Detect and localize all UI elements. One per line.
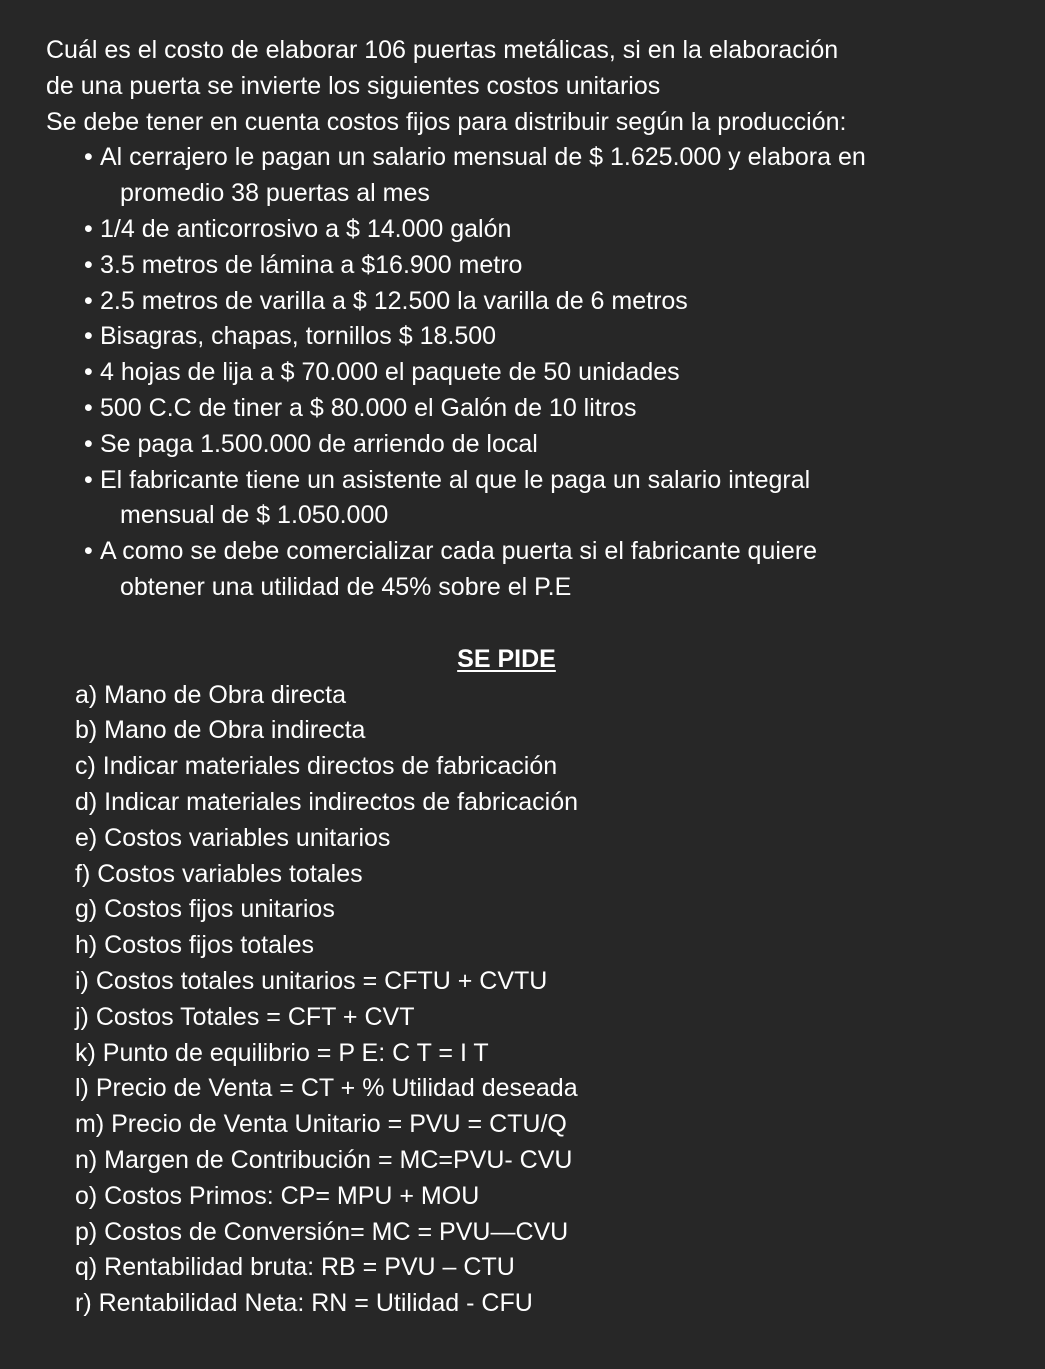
list-item: o) Costos Primos: CP= MPU + MOU — [75, 1181, 480, 1210]
bullet-icon: • — [84, 143, 93, 172]
intro-line-1: Cuál es el costo de elaborar 106 puertas metálicas, si en la elaboración — [46, 36, 839, 64]
bullet-item — [84, 534, 1005, 606]
bullet-item — [84, 319, 1005, 355]
list-item: f) Costos variables totales — [75, 859, 363, 888]
bullet-text: 1/4 de anticorrosivo a $ 14.000 galón — [100, 214, 512, 243]
list-item: m) Precio de Venta Unitario = PVU = CTU/Q — [75, 1110, 567, 1139]
bullet-text: Se paga 1.500.000 de arriendo de local — [100, 429, 538, 458]
bullet-icon: • — [84, 286, 93, 315]
bullet-text: 3.5 metros de lámina a $16.900 metro — [100, 250, 523, 279]
list-item: l) Precio de Venta = CT + % Utilidad deseada — [75, 1074, 578, 1103]
bullet-text: A como se debe comercializar cada puerta si el fabricante quiere — [100, 537, 818, 566]
list-item: k) Punto de equilibrio = P E: C T = I T — [75, 1038, 489, 1067]
bullet-item — [84, 391, 1005, 427]
list-item: c) Indicar materiales directos de fabricación — [75, 752, 558, 781]
list-item: g) Costos fijos unitarios — [75, 895, 335, 924]
list-item: e) Costos variables unitarios — [75, 823, 391, 852]
bullet-item — [84, 427, 1005, 463]
bullet-icon: • — [84, 393, 93, 422]
bullet-item — [84, 248, 1005, 284]
bullet-icon: • — [84, 429, 93, 458]
requirements-list — [46, 678, 1005, 1322]
list-item: q) Rentabilidad bruta: RB = PVU – CTU — [75, 1253, 515, 1282]
bullet-text: Bisagras, chapas, tornillos $ 18.500 — [100, 322, 497, 351]
intro-line-2: de una puerta se invierte los siguientes costos unitarios — [46, 71, 661, 100]
section-heading: SE PIDE — [457, 644, 556, 673]
bullet-icon: • — [84, 537, 93, 566]
bullet-text-continuation: obtener una utilidad de 45% sobre el P.E — [120, 572, 572, 601]
bullet-item — [84, 355, 1005, 391]
bullet-item — [84, 284, 1005, 320]
bullet-text: El fabricante tiene un asistente al que le paga un salario integral — [100, 465, 811, 494]
cost-bullet-list — [46, 140, 1005, 605]
problem-statement — [46, 33, 1005, 140]
bullet-item — [84, 463, 1005, 535]
list-item: r) Rentabilidad Neta: RN = Utilidad - CFU — [75, 1289, 533, 1318]
bullet-icon: • — [84, 358, 93, 387]
bullet-text: 2.5 metros de varilla a $ 12.500 la varilla de 6 metros — [100, 286, 688, 315]
bullet-icon: • — [84, 250, 93, 279]
bullet-icon: • — [84, 214, 93, 243]
bullet-icon: • — [84, 322, 93, 351]
list-item: j) Costos Totales = CFT + CVT — [75, 1002, 415, 1031]
bullet-icon: • — [84, 465, 93, 494]
bullet-text-continuation: promedio 38 puertas al mes — [120, 179, 430, 208]
list-item: i) Costos totales unitarios = CFTU + CVTU — [75, 966, 548, 995]
list-item: d) Indicar materiales indirectos de fabricación — [75, 787, 579, 816]
list-item: h) Costos fijos totales — [75, 931, 314, 960]
bullet-item — [84, 212, 1005, 248]
bullet-text: Al cerrajero le pagan un salario mensual de $ 1.625.000 y elabora en — [100, 143, 866, 172]
list-item: b) Mano de Obra indirecta — [75, 716, 366, 745]
bullet-text: 500 C.C de tiner a $ 80.000 el Galón de 10 litros — [100, 393, 637, 422]
bullet-item — [84, 140, 1005, 212]
bullet-text-continuation: mensual de $ 1.050.000 — [120, 501, 389, 530]
list-item: a) Mano de Obra directa — [75, 680, 346, 709]
list-item: n) Margen de Contribución = MC=PVU- CVU — [75, 1145, 573, 1174]
bullet-text: 4 hojas de lija a $ 70.000 el paquete de 50 unidades — [100, 358, 680, 387]
list-item: p) Costos de Conversión= MC = PVU—CVU — [75, 1217, 569, 1246]
intro-line-3: Se debe tener en cuenta costos fijos para distribuir según la producción: — [46, 107, 847, 136]
